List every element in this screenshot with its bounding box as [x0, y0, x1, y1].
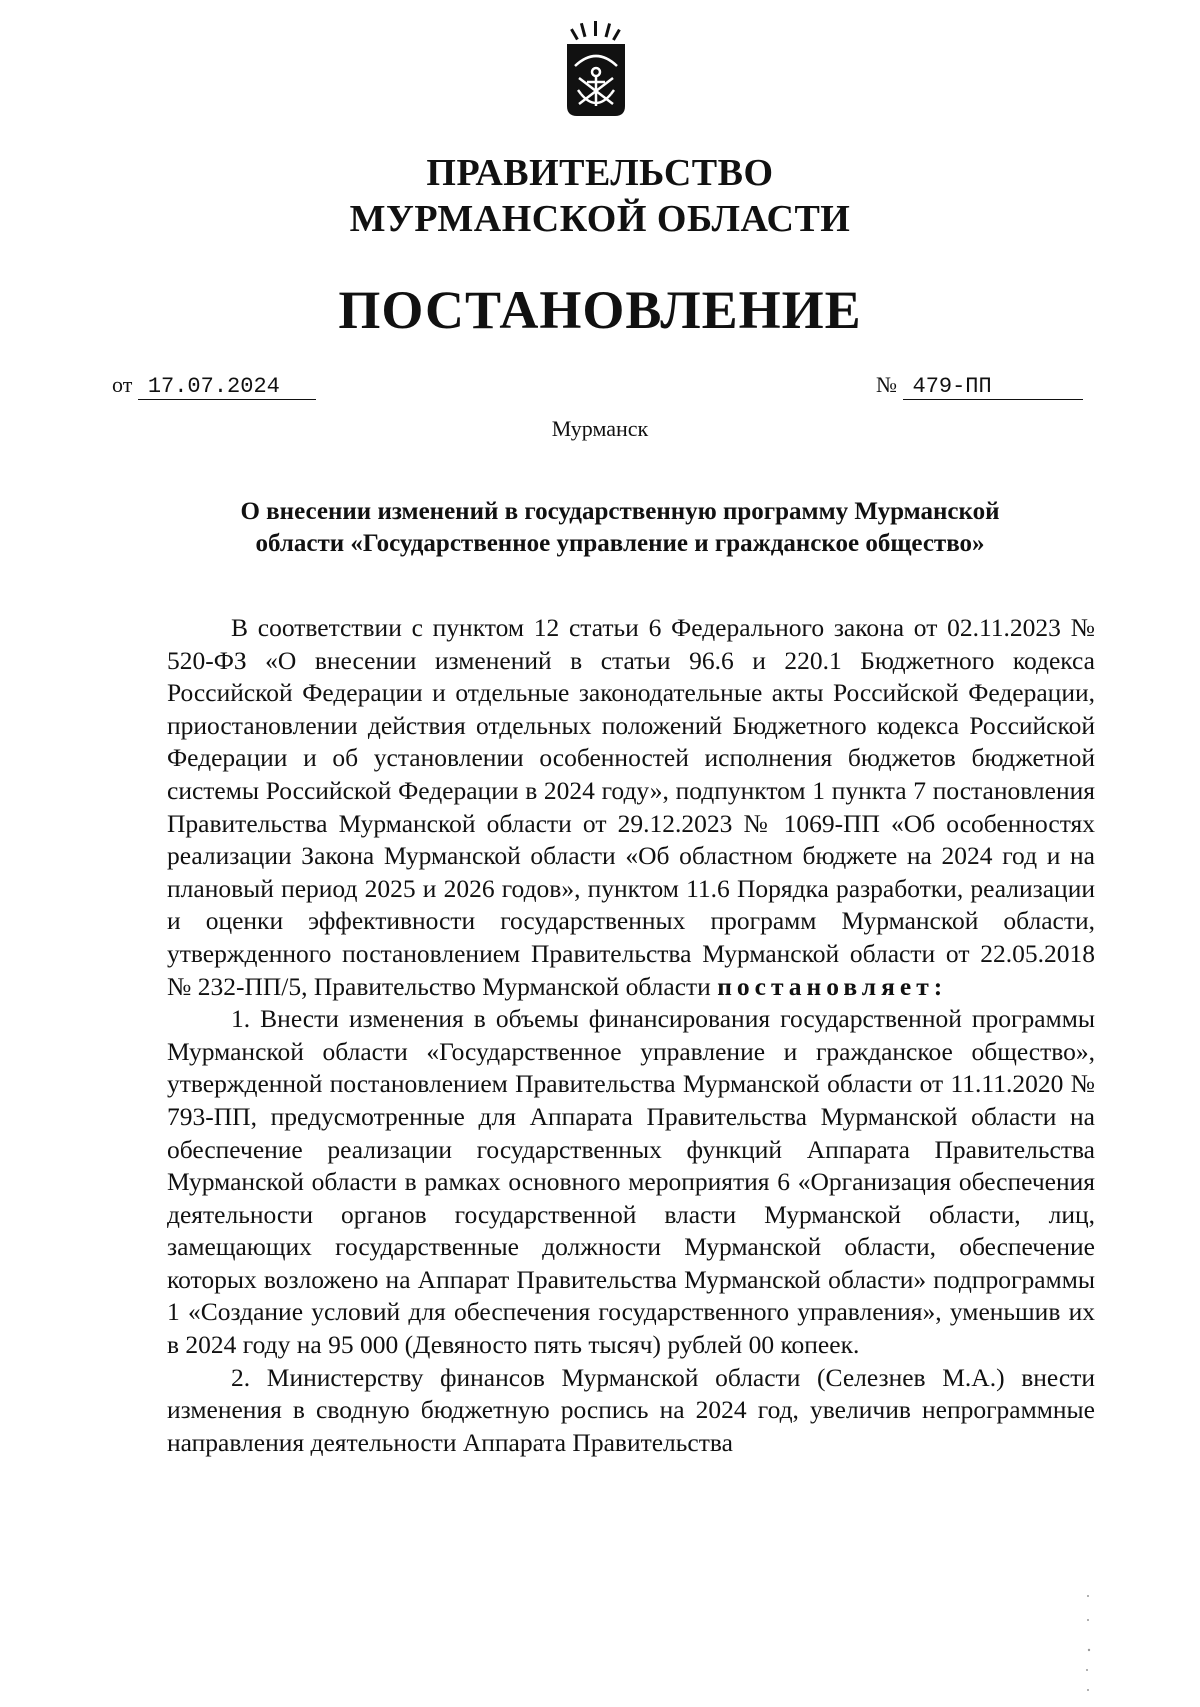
scan-marks — [1082, 1590, 1094, 1700]
date-value: 17.07.2024 — [138, 374, 316, 400]
item-2-paragraph: 2. Министерству финансов Мурманской области (Селезнев М.А.) внести изменения в сводную бюджетную роспись на 2024 год, увеличив непрограммные направления деятельности Аппарата Правительства — [167, 1362, 1095, 1457]
item-1-paragraph: 1. Внести изменения в объемы финансирования государственной программы Мурманской области «Государственное управление и гражданское общество», утвержденной постановлением Правительства Мурманской области от 11.11.2020 № 793-ПП, предусмотренные для Аппарата Правительства Мурманской области на обеспечение реализации государственных функций Аппарата Правительства Мурманской области в рамках основного мероприятия 6 «Организация обеспечения деятельности органов государственной власти Мурманской области, лиц, замещающих государственные должности Мурманской области, обеспечение которых возложено на Аппарат Правительства Мурманской области» подпрограммы 1 «Создание условий для обеспечения государственного управления», уменьшив их в 2024 году на 95 000 (Девяносто пять тысяч) рублей 00 копеек. — [167, 1004, 1095, 1360]
organization-title — [0, 150, 1200, 242]
number-field — [876, 372, 1083, 400]
date-field — [112, 372, 316, 400]
subject-line-2: области «Государственное управление и гражданское общество» — [255, 530, 985, 557]
subject-line-1: О внесении изменений в государственную программу Мурманской — [240, 498, 1000, 525]
number-value: 479-ПП — [903, 374, 1083, 400]
preamble-text: В соответствии с пунктом 12 статьи 6 Федерального закона от 02.11.2023 № 520-ФЗ «О внесении изменений в статьи 96.6 и 220.1 Бюджетного кодекса Российской Федерации и отдельные законодательные акты Российской Федерации, приостановлении действия отдельных положений Бюджетного кодекса Российской Федерации и об установлении особенностей исполнения бюджетов бюджетной системы Российской Федерации в 2024 году», подпунктом 1 пункта 7 постановления Правительства Мурманской области от 29.12.2023 № 1069-ПП «Об особенностях реализации Закона Мурманской области «Об областном бюджете на 2024 год и на плановый период 2025 и 2026 годов», пунктом 11.6 Порядка разработки, реализации и оценки эффективности государственных программ Мурманской области, утвержденного постановлением Правительства Мурманской области от 22.05.2018 № 232-ПП/5, Правительство Мурманской области — [167, 613, 1095, 1001]
city: Мурманск — [551, 416, 649, 441]
org-line-1: ПРАВИТЕЛЬСТВО — [426, 152, 774, 194]
coat-of-arms-icon — [561, 20, 631, 120]
org-line-2: МУРМАНСКОЙ ОБЛАСТИ — [349, 198, 851, 240]
document-body — [167, 612, 1095, 1459]
preamble-paragraph — [167, 612, 1095, 1003]
decree-word: постановляет: — [717, 971, 948, 1001]
document-subject — [160, 496, 1080, 560]
date-prefix: от — [112, 372, 133, 397]
document-type-title: ПОСТАНОВЛЕНИЕ — [338, 280, 862, 340]
number-prefix: № — [876, 372, 897, 397]
